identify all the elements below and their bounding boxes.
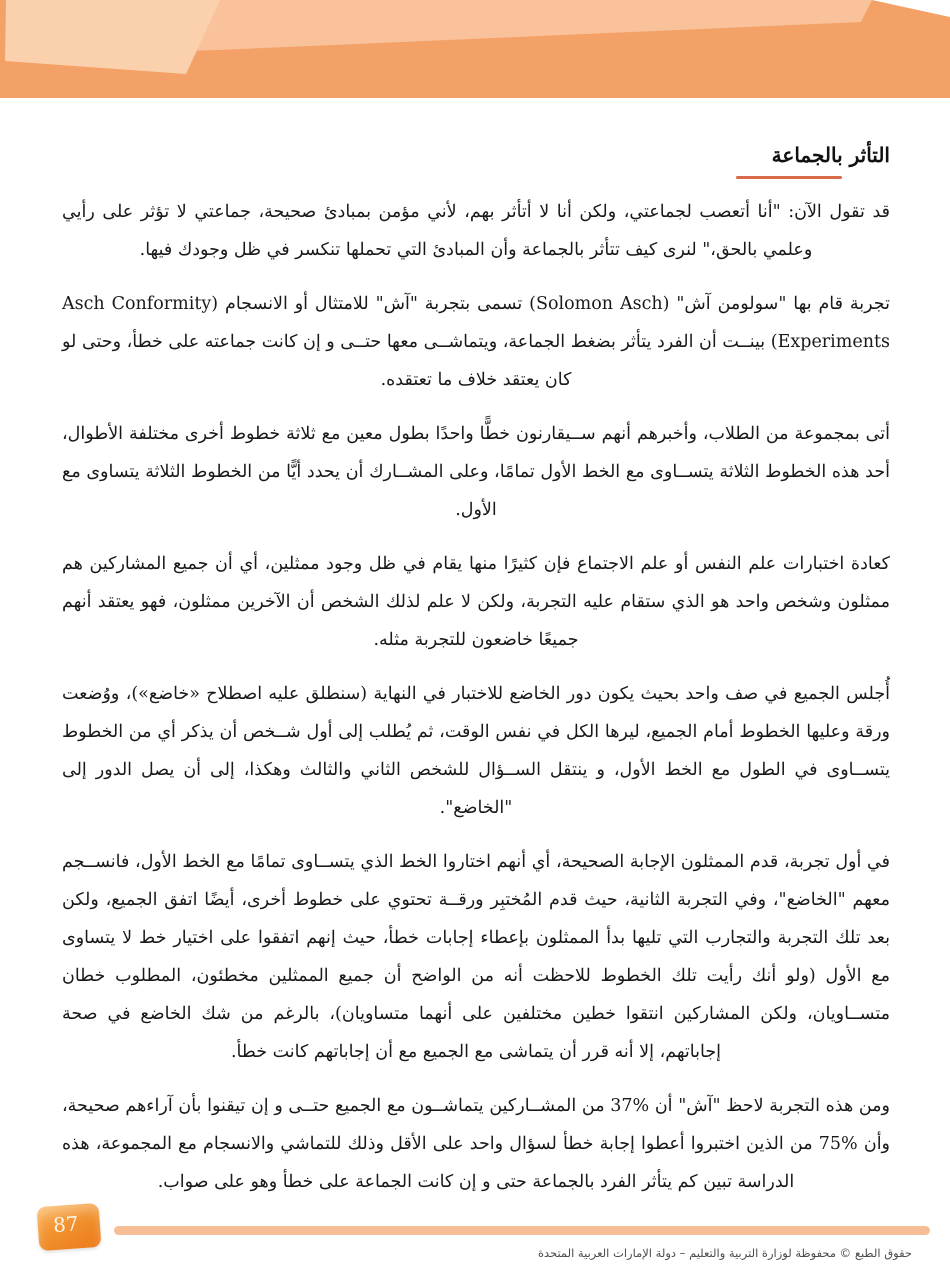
paragraph: تجربة قام بها "سولومن آش" (Solomon Asch) تسمى بتجربة "آش" للامتثال أو الانسجام (Asch Conformity Experiments) بينــت أن الفرد يتأثر بضغط الجماعة، ويتماشــى معها حتــى و إن كانت جماعته على خطأ، وحتى لو كان يعتقد خلاف ما تعتقده. (62, 294, 890, 390)
paragraph: في أول تجربة، قدم الممثلون الإجابة الصحيحة، أي أنهم اختاروا الخط الذي يتســاوى تمامًا مع الخط الأول، فانســجم معهم "الخاضع"، وفي التجربة الثانية، حيث قدم المُختبِر ورقــة تحتوي على خطوط أخرى، أيضًا اتفق الجميع، ولكن بعد تلك التجربة والتجارب التي تليها بدأ الممثلون بإعطاء إجابات خطأ، حيث إنهم اتفقوا على اختيار خط لا يتساوى مع الأول (ولو أنك رأيت تلك الخطوط للاحظت أنه من الواضح أن جميع الممثلين مخطئون، المطلوب خطان متســاويان، ولكن المشاركين انتقوا خطين مختلفين على أنهما متساويان)، بالرغم من شك الخاضع في صحة إجاباتهم، إلا أنه قرر أن يتماشى مع الجميع مع أن إجاباتهم كانت خطأ. (62, 852, 890, 1062)
paragraph: كعادة اختبارات علم النفس أو علم الاجتماع فإن كثيرًا منها يقام في ظل وجود ممثلين، أي أن جميع المشاركين هم ممثلون وشخص واحد هو الذي ستقام عليه التجربة، ولكن لا علم لذلك الشخص أن الآخرين ممثلون، فهو يعتقد أنهم جميعًا خاضعون للتجربة مثله. (62, 554, 890, 650)
paragraph: أتى بمجموعة من الطلاب، وأخبرهم أنهم ســيقارنون خطًّا واحدًا بطول معين مع ثلاثة خطوط أخرى مختلفة الأطوال، أحد هذه الخطوط الثلاثة يتســاوى مع الخط الأول تمامًا، وعلى المشــارك أن يحدد أيًّا من الخطوط الثلاثة يتساوى مع الأول. (62, 424, 890, 520)
page-number: 87 (52, 1211, 80, 1238)
header-banner (0, 0, 950, 100)
page-title: التأثر بالجماعة (771, 143, 890, 167)
paragraph-list (62, 193, 890, 1201)
paragraph: أُجلس الجميع في صف واحد بحيث يكون دور الخاضع للاختبار في النهاية (سنطلق عليه اصطلاح «خاضع»)، ووُضعت ورقة وعليها الخطوط أمام الجميع، ليرها الكل في نفس الوقت، ثم يُطلب إلى أول شــخص أن يذكر أي من الخطوط يتســاوى في الطول مع الخط الأول، و ينتقل الســؤال للشخص الثاني والثالث وهكذا، إلى أن يصل الدور إلى "الخاضع". (62, 684, 890, 818)
page-number-badge (37, 1203, 102, 1251)
title-underline (736, 176, 842, 179)
copyright-text: حقوق الطبع © محفوظة لوزارة التربية والتعليم – دولة الإمارات العربية المتحدة (537, 1246, 912, 1260)
paragraph: ومن هذه التجربة لاحظ "آش" أن %37 من المشــاركين يتماشــون مع الجميع حتــى و إن تيقنوا بأن آراءهم صحيحة، وأن %75 من الذين اختبروا أعطوا إجابة خطأ لسؤال واحد على الأقل وذلك للتماشي والانسجام مع المجموعة، هذه الدراسة تبين كم يتأثر الفرد بالجماعة حتى و إن كانت الجماعة على خطأ وهو على صواب. (62, 1096, 891, 1192)
header-peach-block (5, 0, 220, 74)
paragraph: قد تقول الآن: "أنا أتعصب لجماعتي، ولكن أنا لا أتأثر بهم، لأني مؤمن بمبادئ صحيحة، جماعتي لا تؤثر على رأيي وعلمي بالحق،" لنرى كيف تتأثر بالجماعة وأن المبادئ التي تحملها تنكسر في ظل وجودك فيها. (62, 202, 890, 260)
article-content (0, 98, 950, 1217)
footer-divider-bar (114, 1226, 930, 1235)
